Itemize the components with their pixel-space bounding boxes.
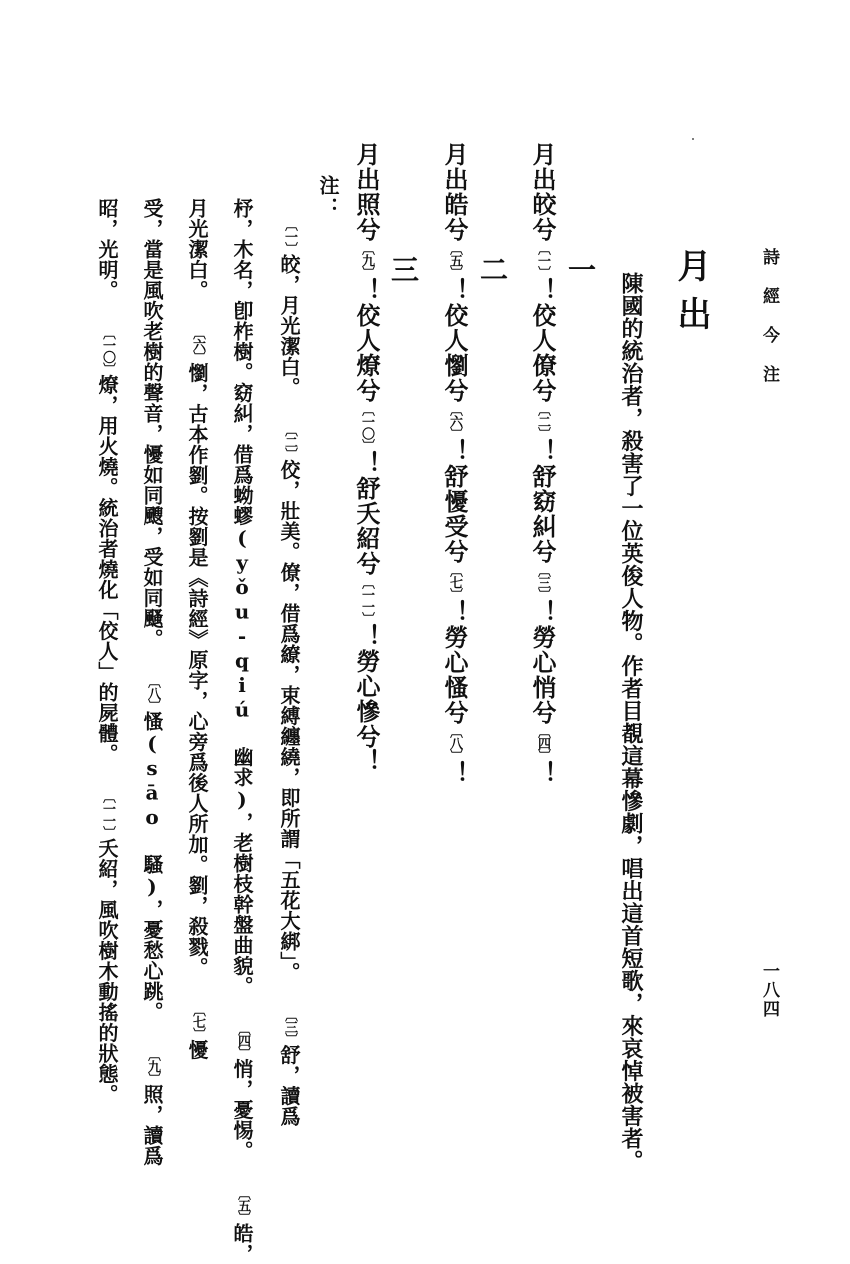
note-text: 月光潔白。 [185, 198, 209, 301]
stanza-line-segment: ！佼人懰兮 [440, 278, 469, 403]
notes-column-1 [279, 218, 299, 1127]
stanza-line-segment: ！佼人燎兮 [352, 278, 381, 403]
note-text: 昭，光明。 [95, 198, 119, 301]
stanza-line-segment: ！舒懮受兮 [440, 439, 469, 564]
note-number: 〔一一〕 [100, 790, 115, 838]
notes-column-5 [97, 198, 117, 1105]
note-number: 〔一〇〕 [100, 326, 115, 375]
stanza-line-segment: ！ [440, 761, 469, 786]
note-text: 懰，古本作劉。按劉是《詩經》原字，心旁爲後人所加。劉，殺戮。 [185, 362, 209, 978]
note-number: 〔四〕 [235, 1022, 250, 1059]
notes-column-2 [232, 198, 252, 1264]
stanza-2-text [440, 142, 469, 786]
stanza-line-segment: 月出皓兮 [440, 142, 469, 242]
footnote-ref: 〔五〕 [447, 242, 462, 278]
footnote-ref: 〔一一〕 [359, 576, 374, 624]
notes-column-3 [187, 198, 207, 1060]
note-text: 佼，壯美。僚，借爲繚，束縛纏繞，即所謂「五花大綁」。 [277, 459, 301, 983]
footnote-ref: 〔四〕 [535, 725, 550, 761]
note-text: 舒，讀爲 [277, 1044, 301, 1127]
note-text: 悄，憂惕。 [230, 1058, 254, 1161]
note-number: 〔一〕 [282, 218, 297, 254]
note-text: 燎，用火燒。統治者燒化「佼人」的屍體。 [95, 374, 119, 764]
stanza-line-segment: 月出照兮 [352, 142, 381, 242]
footnote-ref: 〔九〕 [359, 242, 374, 278]
note-number: 〔二〕 [282, 423, 297, 460]
notes-heading: 注： [316, 175, 340, 219]
note-text: 受，當是風吹老樹的聲音，懮如同颼，受如同颾。 [140, 198, 164, 649]
footnote-ref: 〔三〕 [535, 564, 550, 600]
stanza-number-1: 一 [564, 255, 597, 283]
note-text: 杼，木名，卽柞樹。窈糾，借爲蚴蟉(yǒu-qiú 幽求)，老樹枝幹盤曲貌。 [230, 198, 254, 997]
stanza-line-segment: ！ [528, 761, 557, 786]
footnote-ref: 〔七〕 [447, 564, 462, 600]
footnote-ref: 〔一〕 [535, 242, 550, 278]
stanza-line-segment: ！佼人僚兮 [528, 278, 557, 403]
note-text: 照，讀爲 [140, 1084, 164, 1166]
page-number: 一八四 [759, 962, 779, 1019]
poem-title: 月出 [671, 248, 711, 344]
note-number: 〔九〕 [145, 1048, 160, 1084]
note-number: 〔五〕 [235, 1187, 250, 1223]
running-header-book-title: 詩經今注 [759, 248, 779, 404]
stanza-line-segment: ！勞心慅兮 [440, 600, 469, 725]
note-number: 〔七〕 [190, 1003, 205, 1040]
note-text: 慅(sāo 騷)，憂愁心跳。 [140, 711, 164, 1022]
notes-column-4 [142, 198, 162, 1166]
stanza-1-text [528, 142, 557, 786]
note-text: 皓， [230, 1223, 254, 1264]
stanza-number-2: 二 [476, 255, 509, 283]
stanza-number-3: 三 [387, 255, 420, 283]
note-number: 〔六〕 [190, 326, 205, 363]
note-text: 懮 [185, 1039, 209, 1060]
stanza-line-segment: ！舒夭紹兮 [352, 451, 381, 576]
note-text: 夭紹，風吹樹木動搖的狀態。 [95, 838, 119, 1105]
stanza-line-segment: 月出皎兮 [528, 142, 557, 242]
note-number: 〔八〕 [145, 675, 160, 711]
note-text: 皎，月光潔白。 [277, 254, 301, 398]
footnote-ref: 〔二〕 [535, 403, 550, 439]
footnote-ref: 〔一〇〕 [359, 403, 374, 451]
footnote-ref: 〔八〕 [447, 725, 462, 761]
print-speck [692, 138, 694, 140]
footnote-ref: 〔六〕 [447, 403, 462, 439]
stanza-3-text [352, 142, 381, 774]
stanza-line-segment: ！勞心悄兮 [528, 600, 557, 725]
stanza-line-segment: ！舒窈糾兮 [528, 439, 557, 564]
note-number: 〔三〕 [282, 1008, 297, 1045]
stanza-line-segment: ！勞心慘兮！ [352, 624, 381, 774]
poem-introduction: 陳國的統治者，殺害了一位英俊人物。作者目覩這幕慘劇，唱出這首短歌，來哀悼被害者。 [618, 272, 644, 1172]
